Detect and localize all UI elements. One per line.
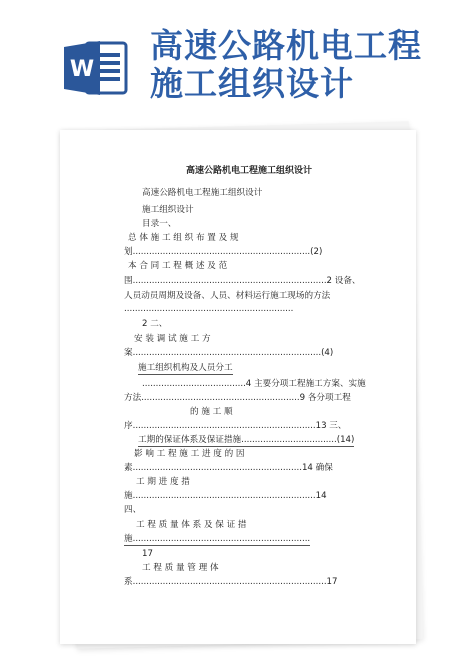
toc-line-3: 本 合 同 工 程 概 述 及 范 <box>128 261 228 271</box>
banner-title <box>150 27 460 103</box>
toc-line-8: 安 装 调 试 施 工 方 <box>134 334 211 344</box>
toc-line-20: 四、 <box>124 505 142 515</box>
toc-line-6: .............................................................. <box>124 304 294 314</box>
toc-line-7: 2 二、 <box>142 319 168 329</box>
toc-line-16: 影 响 工 程 施 工 进 度 的 因 <box>134 449 245 459</box>
toc-line-9: 案.....................................................................(4) <box>124 348 334 358</box>
document-page <box>60 130 416 644</box>
toc-line-12: 方法..........................................................9 各分项工程 <box>124 393 351 403</box>
toc-line-10: 施工组织机构及人员分工 <box>138 363 233 373</box>
toc-line-1: 总 体 施 工 组 织 布 置 及 规 <box>128 233 239 243</box>
svg-text:W: W <box>69 57 95 82</box>
doc-title: 高速公路机电工程施工组织设计 <box>186 166 313 176</box>
banner-title-line-1: 高速公路机电工程 <box>150 26 422 65</box>
toc-line-21: 工 程 质 量 体 系 及 保 证 措 <box>136 520 247 530</box>
toc-line-23: 17 <box>142 549 153 559</box>
toc-line-24: 工 程 质 量 管 理 体 <box>142 563 219 573</box>
toc-line-18: 工 期 进 度 措 <box>136 477 190 487</box>
toc-line-5: 人员动员周期及设备、人员、材料运行施工现场的方法 <box>124 291 331 301</box>
toc-line-2: 划.................................................................(2) <box>124 247 323 257</box>
toc-line-13: 的 施 工 顺 <box>190 407 233 417</box>
toc-line-4: 围.......................................................................2 设备、 <box>124 276 361 286</box>
toc-line-15: 工期的保证体系及保证措施...................................(14) <box>138 435 355 445</box>
toc-line-19: 施...................................................................14 <box>124 491 327 501</box>
toc-heading: 目录一、 <box>142 219 177 229</box>
banner-title-line-2: 施工组织设计 <box>150 64 354 103</box>
toc-line-14: 序...................................................................13 三、 <box>124 421 347 431</box>
toc-line-11: ......................................4 主要分项工程施工方案、实施 <box>142 379 366 389</box>
toc-line-22: 施................................................................. <box>124 534 311 544</box>
banner <box>0 0 474 118</box>
word-icon <box>64 39 128 97</box>
toc-line-25: 系.......................................................................17 <box>124 577 338 587</box>
toc-line-17: 素..............................................................14 确保 <box>124 463 333 473</box>
doc-section-heading: 施工组织设计 <box>142 205 194 215</box>
doc-subtitle: 高速公路机电工程施工组织设计 <box>142 188 263 198</box>
